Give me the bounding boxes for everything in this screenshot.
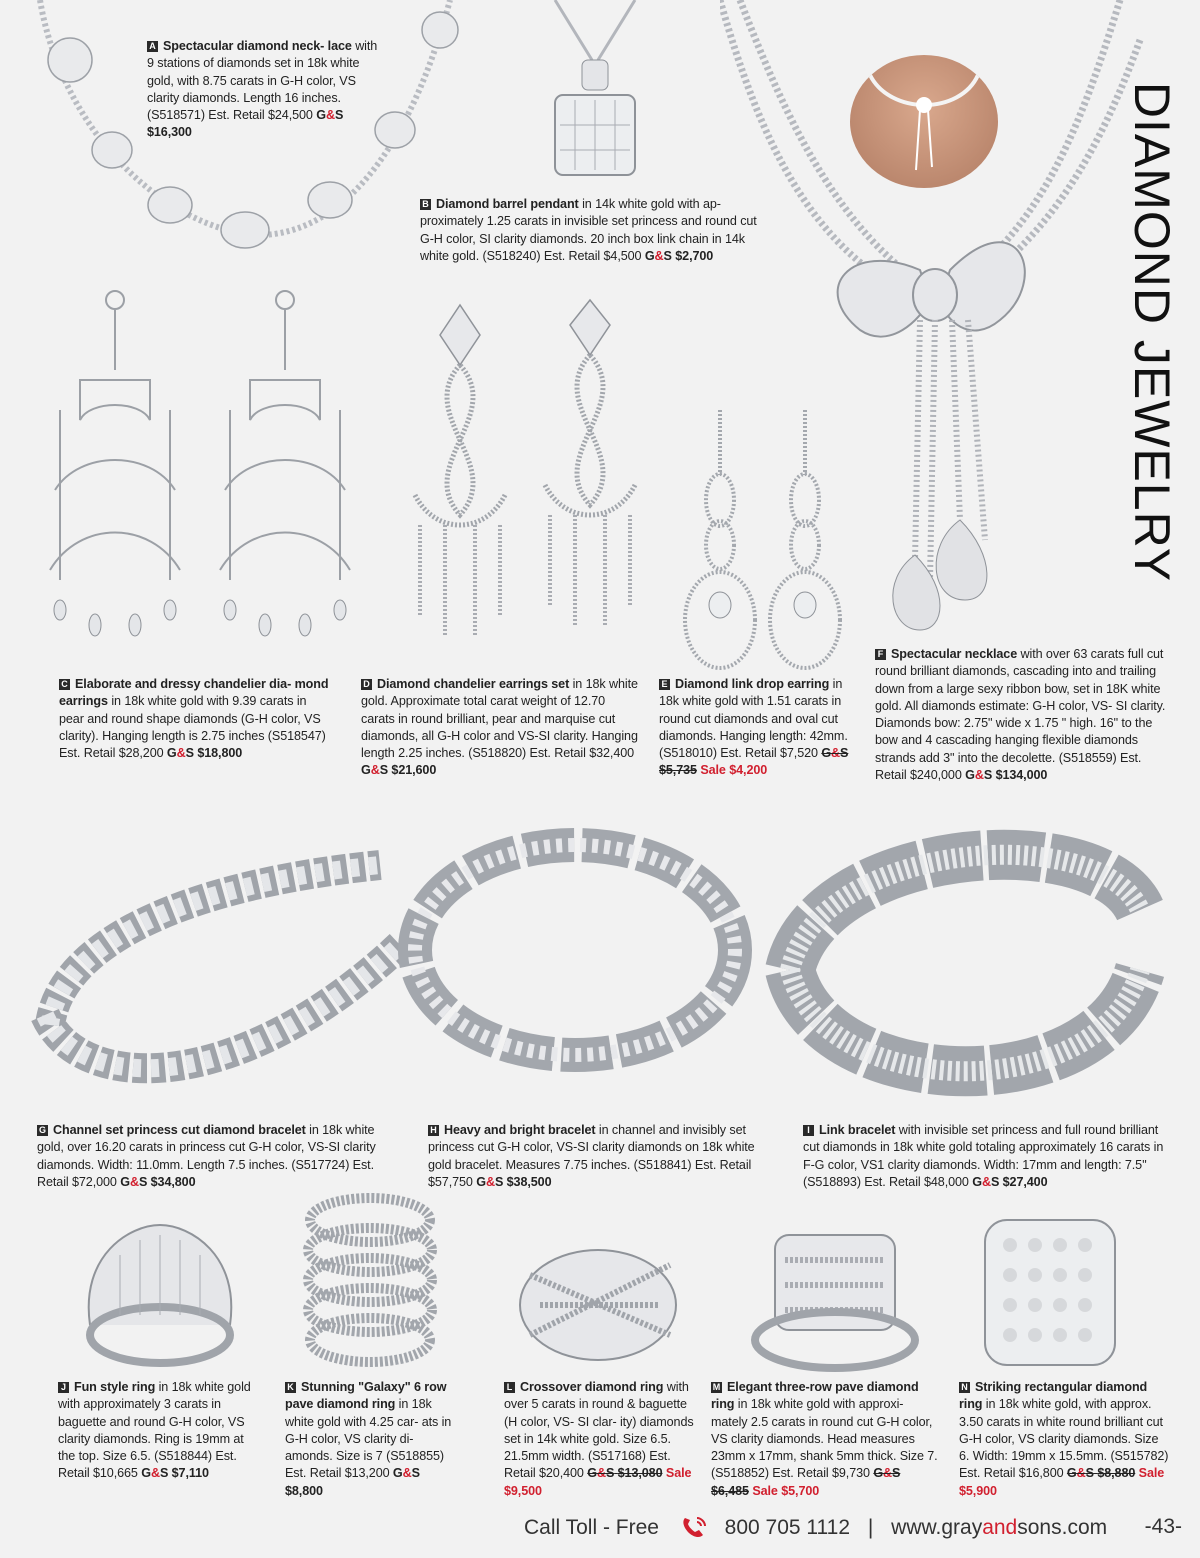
ring-j-image xyxy=(70,1215,250,1375)
page-title-text: DIAMOND JEWELRY xyxy=(1124,81,1180,583)
ring-l-image xyxy=(510,1215,685,1375)
gs-logo: G&S xyxy=(644,248,672,263)
earrings-c-image xyxy=(40,280,380,670)
caption-f-text: with over 63 carats full cut round brilliant diamonds, cascading into and trailing down from a large sexy ribbon bow, set in 18K white gold. All diamonds estimate: G-H color, VS- SI clarity. Diamonds bow: 2.75" wide x 1.75 " high. 16" to the bow and 4 cascading hanging flexible diamonds strands add 3" into the decolette. (S518559) Est. Retail $240,000 xyxy=(875,647,1166,783)
gs-logo: G&S xyxy=(361,763,389,778)
caption-k-title: Stunning "Galaxy" 6 row pave diamond ring xyxy=(285,1380,447,1412)
label-e: E xyxy=(659,679,670,690)
label-j: J xyxy=(58,1382,69,1393)
gs-logo: G&S xyxy=(316,108,344,123)
caption-d-title: Diamond chandelier earrings set xyxy=(377,677,570,691)
label-f: F xyxy=(875,649,886,660)
label-m: M xyxy=(712,1382,721,1392)
caption-l-old-price: $13,080 xyxy=(617,1466,663,1481)
label-b: B xyxy=(420,199,431,210)
caption-m xyxy=(711,1379,941,1500)
gs-logo: G&S $5,735 xyxy=(659,746,849,778)
gs-logo: G&S xyxy=(166,746,194,761)
caption-d xyxy=(361,676,639,780)
ring-m-image xyxy=(745,1220,925,1375)
caption-m-sale-price: Sale $5,700 xyxy=(752,1483,820,1498)
ring-k-image xyxy=(290,1190,450,1375)
caption-g-text: in 18k white gold, over 16.20 carats in princess cut G-H color, VS-SI clarity diamonds. Width: 11.0mm. Length 7.5 inches. (S517724) Est. Retail $72,000 xyxy=(37,1123,376,1189)
label-d: D xyxy=(361,679,372,690)
caption-e-old-price: $5,735 xyxy=(659,763,697,778)
caption-j xyxy=(58,1379,263,1483)
caption-f xyxy=(875,646,1175,784)
footer-call-label: Call Toll - Free xyxy=(524,1516,659,1539)
caption-d-text: in 18k white gold. Approximate total carat weight of 12.70 carats in round brilliant, pear and marquise cut diamonds, all G-H color and VS-SI clarity. Hanging length 2.25 inches. (S518820) Est. Retail $32,400 xyxy=(361,677,638,761)
caption-h-price: $38,500 xyxy=(506,1174,552,1189)
earrings-e-image xyxy=(675,405,865,675)
gs-logo: G&S xyxy=(972,1174,1000,1189)
caption-n-text: in 18k white gold, with approx. 3.50 carats in white round brilliant cut G-H color, VS clarity diamonds. Size 6. Width: 19mm x 15.5mm. (S515782) Est. Retail $16,800 xyxy=(959,1397,1169,1481)
caption-a xyxy=(147,38,387,142)
page-title xyxy=(1122,52,1182,612)
pendant-b-image xyxy=(520,0,670,190)
gs-logo: G&S $13,080 xyxy=(587,1466,663,1481)
footer-website-link[interactable]: www.grayandsons.com xyxy=(891,1516,1108,1539)
gs-logo: G&S xyxy=(965,768,993,783)
caption-h-text: in channel and invisibly set princess cut G-H color, VS-SI clarity diamonds on 18k white gold bracelet. Measures 7.75 inches. (S518841) Est. Retail $57,750 xyxy=(428,1123,755,1189)
caption-b-price: $2,700 xyxy=(675,248,714,263)
caption-n-title: Striking rectangular diamond ring xyxy=(959,1380,1148,1412)
caption-g-title: Channel set princess cut diamond bracelet xyxy=(53,1123,306,1137)
footer-phone-number[interactable]: 800 705 1112 xyxy=(724,1516,851,1539)
caption-l-text: with over 5 carats in round & baguette (H color, VS- SI clar- ity) diamonds set in 14k white gold. Size 6.5. 21.5mm width. (S517168) Est. Retail $20,400 xyxy=(504,1380,694,1481)
caption-e xyxy=(659,676,859,780)
gs-logo: G&S xyxy=(476,1174,504,1189)
caption-c xyxy=(59,676,334,762)
caption-e-sale-price: Sale $4,200 xyxy=(700,763,768,778)
caption-f-title: Spectacular necklace xyxy=(891,647,1018,661)
caption-e-title: Diamond link drop earring xyxy=(675,677,830,691)
bracelet-i-image xyxy=(760,800,1180,1110)
caption-k-price: $8,800 xyxy=(285,1483,323,1498)
bracelet-h-image xyxy=(385,800,765,1100)
caption-k xyxy=(285,1379,460,1500)
caption-l-title: Crossover diamond ring xyxy=(520,1380,664,1394)
caption-n-old-price: $8,880 xyxy=(1097,1466,1136,1481)
caption-j-title: Fun style ring xyxy=(74,1380,156,1394)
label-g: G xyxy=(37,1125,48,1136)
page-number: -43- xyxy=(1144,1515,1182,1538)
caption-n-sale-price: Sale $5,900 xyxy=(959,1466,1165,1498)
caption-j-price: $7,110 xyxy=(171,1466,209,1481)
necklace-f-model-photo xyxy=(850,55,998,188)
caption-e-text: in 18k white gold with 1.51 carats in round cut diamonds and oval cut diamonds. Hanging length: 42mm. (S518010) Est. Retail $7,520 xyxy=(659,677,848,761)
caption-n xyxy=(959,1379,1169,1500)
label-i: I xyxy=(803,1125,814,1136)
caption-a-text: with 9 stations of diamonds set in 18k white gold, with 8.75 carats in G-H color, VS clarity diamonds. Length 16 inches. (S518571) Est. Retail $24,500 xyxy=(147,39,378,123)
earrings-d-image xyxy=(395,295,655,655)
caption-k-text: in 18k white gold with 4.25 car- ats in G-H color, VS clarity di- amonds. Size is 7 (S518855) Est. Retail $13,200 xyxy=(285,1397,452,1481)
caption-g xyxy=(37,1122,382,1191)
caption-c-price: $18,800 xyxy=(197,746,243,761)
caption-l xyxy=(504,1379,694,1500)
footer-separator: | xyxy=(867,1516,874,1539)
caption-m-text: in 18k white gold with approxi- mately 2.5 carats in round cut G-H color, VS clarity diamonds. Head measures 23mm x 17mm, shank 5mm thick. Size 7. (S518852) Est. Retail $9,730 xyxy=(711,1397,938,1481)
label-l: L xyxy=(504,1382,515,1393)
label-n: N xyxy=(959,1382,970,1393)
caption-c-title: Elaborate and dressy chandelier dia- mond earrings xyxy=(59,677,329,709)
ring-n-image xyxy=(970,1210,1130,1375)
caption-m-old-price: $6,485 xyxy=(711,1483,749,1498)
caption-h xyxy=(428,1122,763,1191)
caption-j-text: in 18k white gold with approximately 3 carats in baguette and round G-H color, VS clarity diamonds. Ring is 19mm at the top. Size 6.5. (S518844) Est. Retail $10,665 xyxy=(58,1380,251,1481)
caption-b xyxy=(420,196,760,265)
phone-icon xyxy=(679,1515,709,1539)
caption-h-title: Heavy and bright bracelet xyxy=(444,1123,596,1137)
caption-d-price: $21,600 xyxy=(391,763,437,778)
caption-g-price: $34,800 xyxy=(150,1174,196,1189)
gs-logo: G&S xyxy=(141,1466,169,1481)
caption-c-text: in 18k white gold with 9.39 carats in pear and round shape diamonds (G-H color, VS clarity). Hanging length is 2.75 inches (S518547) Est. Retail $28,200 xyxy=(59,694,326,761)
gs-logo: G&S xyxy=(392,1466,420,1481)
caption-a-title: Spectacular diamond neck- lace xyxy=(163,39,352,53)
caption-i-title: Link bracelet xyxy=(819,1123,896,1137)
label-k: K xyxy=(285,1382,296,1393)
caption-b-title: Diamond barrel pendant xyxy=(436,197,579,211)
caption-i-text: with invisible set princess and full round brilliant cut diamonds in 18k white gold totaling approximately 16 carats in F-G color, VS1 clarity diamonds. Width: 17mm and length: 7.5'' (S518893) Est. Retail $48,000 xyxy=(803,1123,1164,1189)
caption-a-price: $16,300 xyxy=(147,125,192,140)
caption-f-price: $134,000 xyxy=(995,768,1048,783)
caption-i xyxy=(803,1122,1168,1191)
bracelet-g-image xyxy=(20,825,410,1115)
caption-i-price: $27,400 xyxy=(1002,1174,1048,1189)
gs-logo: G&S xyxy=(120,1174,148,1189)
gs-logo: G&S $8,880 xyxy=(1066,1466,1136,1481)
gs-logo: G&S $6,485 xyxy=(711,1466,901,1498)
caption-b-text: in 14k white gold with ap- proximately 1.25 carats in invisible set princess and round cut G-H color, SI clarity diamonds. 20 inch box link chain in 14k white gold. (S518240) Est. Retail $4,500 xyxy=(420,197,757,263)
caption-m-title: Elegant three-row pave diamond ring xyxy=(711,1380,919,1412)
label-h: H xyxy=(428,1125,439,1136)
label-a: A xyxy=(147,41,158,52)
caption-l-sale-price: Sale $9,500 xyxy=(504,1466,692,1498)
footer xyxy=(524,1515,1107,1540)
label-c: C xyxy=(59,679,70,690)
